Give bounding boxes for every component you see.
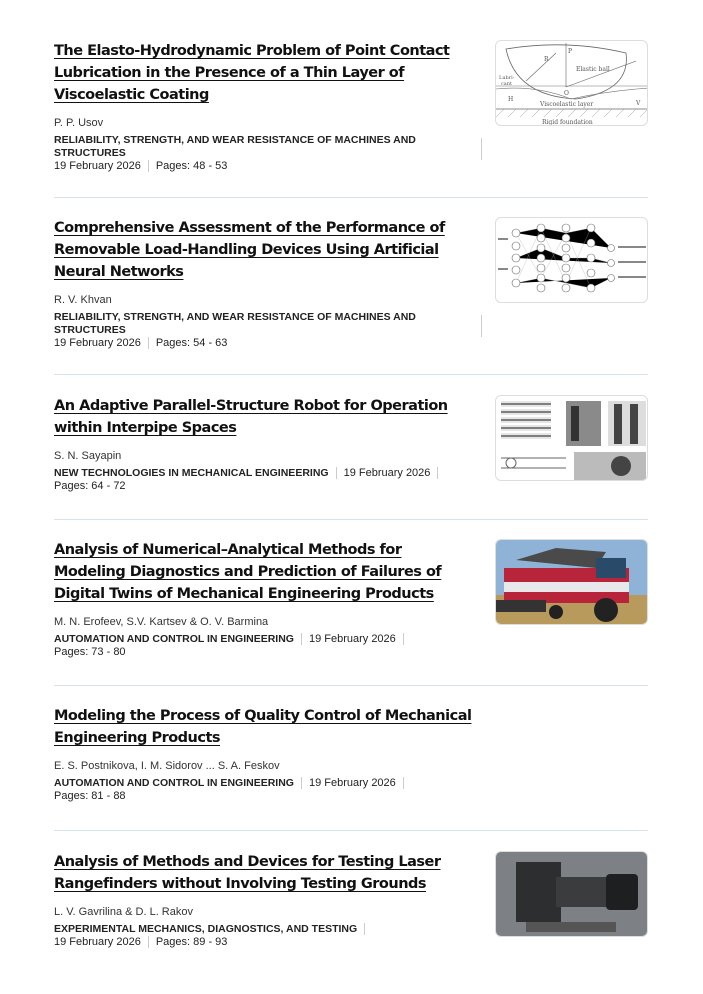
pages: Pages: 73 - 80 bbox=[54, 646, 126, 658]
article-thumbnail[interactable] bbox=[495, 851, 648, 937]
pages: Pages: 89 - 93 bbox=[155, 936, 228, 948]
separator bbox=[148, 160, 149, 172]
article-title-link[interactable]: Analysis of Methods and Devices for Testing Laser Rangefinders without Involving Testing Grounds bbox=[54, 854, 441, 892]
pages: Pages: 81 - 88 bbox=[54, 790, 126, 802]
publication-date: 19 February 2026 bbox=[343, 467, 431, 479]
separator bbox=[403, 633, 404, 645]
article-title-link[interactable]: The Elasto-Hydrodynamic Problem of Point Contact Lubrication in the Presence of a Thin Layer of Viscoelastic Coating bbox=[54, 43, 450, 103]
publication-date: 19 February 2026 bbox=[54, 936, 141, 948]
elastic-ball-diagram bbox=[496, 41, 648, 126]
separator bbox=[403, 777, 404, 789]
svg-text:H: H bbox=[508, 96, 514, 103]
article-thumbnail[interactable] bbox=[495, 395, 648, 481]
pages: Pages: 48 - 53 bbox=[155, 160, 228, 172]
article-authors: L. V. Gavrilina & D. L. Rakov bbox=[54, 906, 193, 918]
article-item bbox=[54, 40, 648, 173]
article-authors: M. N. Erofeev, S.V. Kartsev & O. V. Barmina bbox=[54, 616, 269, 628]
article-title-link[interactable]: Comprehensive Assessment of the Performance of Removable Load-Handling Devices Using Artificial Neural Networks bbox=[54, 220, 445, 280]
publication-date: 19 February 2026 bbox=[54, 160, 141, 172]
article-authors: P. P. Usov bbox=[54, 117, 104, 129]
pages: Pages: 64 - 72 bbox=[54, 480, 126, 492]
article-thumbnail[interactable] bbox=[495, 40, 648, 126]
rangefinder-device-photo bbox=[496, 852, 648, 937]
separator bbox=[481, 315, 482, 337]
article-thumbnail[interactable] bbox=[495, 217, 648, 303]
robot-pipes-figure bbox=[496, 396, 648, 481]
divider bbox=[54, 519, 648, 520]
journal-name[interactable]: EXPERIMENTAL MECHANICS, DIAGNOSTICS, AND TESTING bbox=[54, 923, 358, 935]
neural-network-diagram bbox=[496, 218, 648, 303]
divider bbox=[54, 685, 648, 686]
article-item bbox=[54, 539, 648, 659]
journal-name[interactable]: RELIABILITY, STRENGTH, AND WEAR RESISTANCE OF MACHINES AND STRUCTURES bbox=[54, 134, 416, 159]
article-item bbox=[54, 395, 648, 493]
separator bbox=[336, 467, 337, 479]
publication-date: 19 February 2026 bbox=[308, 777, 396, 789]
svg-text:Viscoelastic layer: Viscoelastic layer bbox=[540, 101, 594, 108]
separator bbox=[364, 923, 365, 935]
publication-date: 19 February 2026 bbox=[308, 633, 396, 645]
separator bbox=[481, 138, 482, 160]
svg-text:Rigid foundation: Rigid foundation bbox=[542, 119, 593, 126]
article-authors: R. V. Khvan bbox=[54, 294, 112, 306]
article-item bbox=[54, 705, 648, 803]
journal-name[interactable]: RELIABILITY, STRENGTH, AND WEAR RESISTANCE OF MACHINES AND STRUCTURES bbox=[54, 311, 416, 336]
separator bbox=[148, 936, 149, 948]
journal-name[interactable]: NEW TECHNOLOGIES IN MECHANICAL ENGINEERING bbox=[54, 467, 329, 479]
svg-text:V: V bbox=[636, 100, 641, 107]
divider bbox=[54, 197, 648, 198]
svg-text:cant: cant bbox=[501, 81, 513, 87]
pages: Pages: 54 - 63 bbox=[155, 337, 228, 349]
article-item bbox=[54, 217, 648, 350]
svg-text:R: R bbox=[544, 56, 549, 63]
article-title-link[interactable]: Modeling the Process of Quality Control of Mechanical Engineering Products bbox=[54, 708, 472, 746]
journal-name[interactable]: AUTOMATION AND CONTROL IN ENGINEERING bbox=[54, 777, 294, 789]
article-title-link[interactable]: Analysis of Numerical–Analytical Methods for Modeling Diagnostics and Prediction of Failures of Digital Twins of Mechanical Engineering Products bbox=[54, 542, 442, 602]
svg-text:Elastic ball: Elastic ball bbox=[576, 66, 610, 73]
publication-date: 19 February 2026 bbox=[54, 337, 141, 349]
separator bbox=[301, 633, 302, 645]
journal-name[interactable]: AUTOMATION AND CONTROL IN ENGINEERING bbox=[54, 633, 294, 645]
separator bbox=[148, 337, 149, 349]
article-authors: E. S. Postnikova, I. M. Sidorov ... S. A. Feskov bbox=[54, 760, 280, 772]
divider bbox=[54, 374, 648, 375]
article-title-link[interactable]: An Adaptive Parallel-Structure Robot for Operation within Interpipe Spaces bbox=[54, 398, 448, 436]
article-thumbnail[interactable] bbox=[495, 539, 648, 625]
svg-text:P: P bbox=[568, 48, 573, 55]
combine-harvester-photo bbox=[496, 540, 648, 625]
divider bbox=[54, 830, 648, 831]
separator bbox=[437, 467, 438, 479]
article-item bbox=[54, 851, 648, 949]
separator bbox=[301, 777, 302, 789]
article-authors: S. N. Sayapin bbox=[54, 450, 122, 462]
svg-text:O: O bbox=[564, 90, 569, 97]
svg-text:Lubri-: Lubri- bbox=[499, 75, 515, 81]
